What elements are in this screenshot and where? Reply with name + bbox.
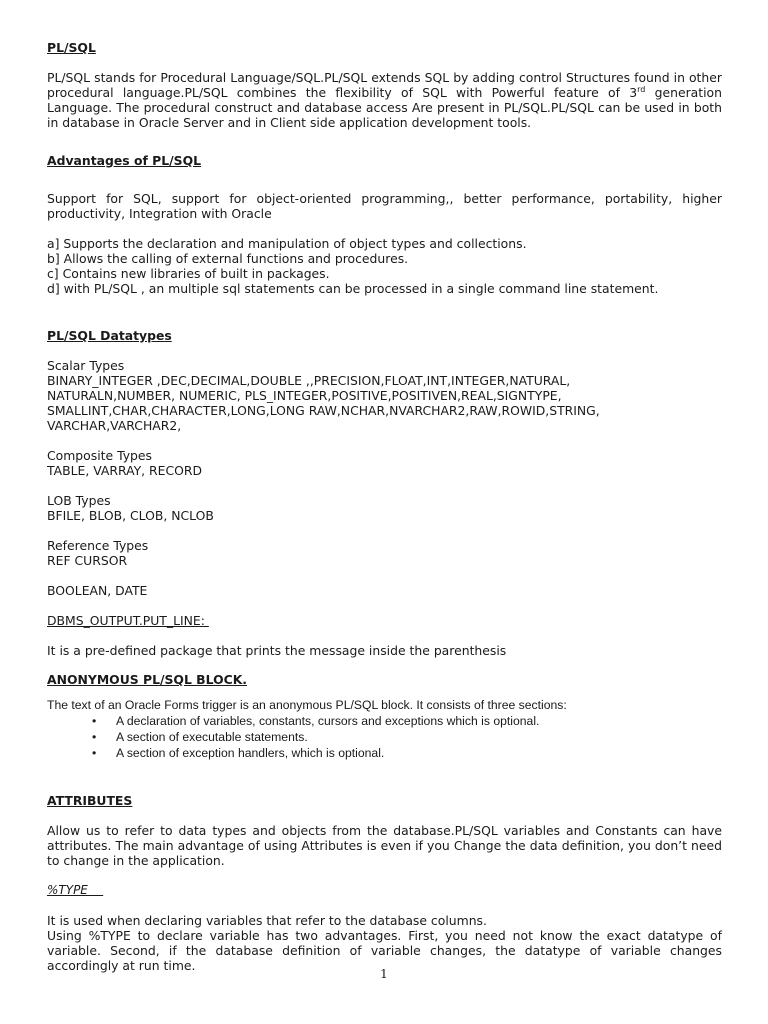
- anonymous-block-intro: The text of an Oracle Forms trigger is an anonymous PL/SQL block. It consists of three sections:: [47, 698, 567, 712]
- composite-types-label: Composite Types: [47, 448, 152, 463]
- document-page: [47, 40, 722, 973]
- bullet: •: [92, 714, 97, 728]
- heading-attributes: ATTRIBUTES: [47, 793, 133, 808]
- scalar-types-line: NATURALN,NUMBER, NUMERIC, PLS_INTEGER,POSITIVE,POSITIVEN,REAL,SIGNTYPE,: [47, 388, 562, 403]
- attributes-description: Allow us to refer to data types and objects from the database.PL/SQL variables and Constants can have attributes. The main advantage of using Attributes is even if you Change the data definition, you don’t need to change in the application.: [47, 823, 722, 868]
- advantage-item: c] Contains new libraries of built in packages.: [47, 266, 330, 281]
- heading-anonymous-block: ANONYMOUS PL/SQL BLOCK.: [47, 672, 247, 687]
- heading-plsql: PL/SQL: [47, 40, 96, 55]
- bullet: •: [92, 730, 97, 744]
- superscript-rd: rd: [637, 84, 646, 94]
- dbms-output-description: It is a pre-defined package that prints the message inside the parenthesis: [47, 643, 507, 658]
- lob-types-label: LOB Types: [47, 493, 111, 508]
- scalar-types-label: Scalar Types: [47, 358, 125, 373]
- plsql-description-part1: PL/SQL stands for Procedural Language/SQL.PL/SQL extends SQL by adding control Structures found in other procedural language.PL/SQL combines the flexibility of SQL with Powerful feature of 3: [47, 70, 722, 100]
- heading-advantages: Advantages of PL/SQL: [47, 153, 202, 168]
- page-number: 1: [380, 967, 388, 981]
- reference-types-value: REF CURSOR: [47, 553, 128, 568]
- scalar-types-line: SMALLINT,CHAR,CHARACTER,LONG,LONG RAW,NCHAR,NVARCHAR2,RAW,ROWID,STRING,: [47, 403, 600, 418]
- list-item-text: A declaration of variables, constants, cursors and exceptions which is optional.: [116, 714, 540, 728]
- anonymous-block-sections: [47, 713, 722, 761]
- scalar-types-line: VARCHAR,VARCHAR2,: [47, 418, 182, 433]
- advantage-item: b] Allows the calling of external functions and procedures.: [47, 251, 409, 266]
- advantage-item: a] Supports the declaration and manipulation of object types and collections.: [47, 236, 527, 251]
- list-item: [92, 745, 722, 761]
- heading-datatypes: PL/SQL Datatypes: [47, 328, 172, 343]
- list-item-text: A section of exception handlers, which is optional.: [116, 746, 385, 760]
- list-item: [92, 729, 722, 745]
- bullet: •: [92, 746, 97, 760]
- plsql-description-part2: generation Language. The procedural construct and database access Are present in PL/SQL.PL/SQL can be used in both in database in Oracle Server and in Client side application development tools.: [47, 85, 722, 130]
- plsql-description: [47, 70, 722, 130]
- heading-dbms-output: DBMS_OUTPUT.PUT_LINE:: [47, 613, 209, 628]
- composite-types-value: TABLE, VARRAY, RECORD: [47, 463, 203, 478]
- list-item-text: A section of executable statements.: [116, 730, 308, 744]
- other-types-value: BOOLEAN, DATE: [47, 583, 148, 598]
- type-description-line: It is used when declaring variables that refer to the database columns.: [47, 913, 487, 928]
- heading-type: %TYPE: [47, 883, 104, 897]
- reference-types-label: Reference Types: [47, 538, 149, 553]
- list-item: [92, 713, 722, 729]
- lob-types-value: BFILE, BLOB, CLOB, NCLOB: [47, 508, 214, 523]
- scalar-types-line: BINARY_INTEGER ,DEC,DECIMAL,DOUBLE ,,PRECISION,FLOAT,INT,INTEGER,NATURAL,: [47, 373, 571, 388]
- advantage-item: d] with PL/SQL , an multiple sql statements can be processed in a single command line statement.: [47, 281, 659, 296]
- type-description: Using %TYPE to declare variable has two advantages. First, you need not know the exact datatype of variable. Second, if the database definition of variable changes, the datatype of variable changes accordingly at run time.: [47, 928, 722, 973]
- advantages-intro: Support for SQL, support for object-oriented programming,, better performance, portability, higher productivity, Integration with Oracle: [47, 191, 722, 221]
